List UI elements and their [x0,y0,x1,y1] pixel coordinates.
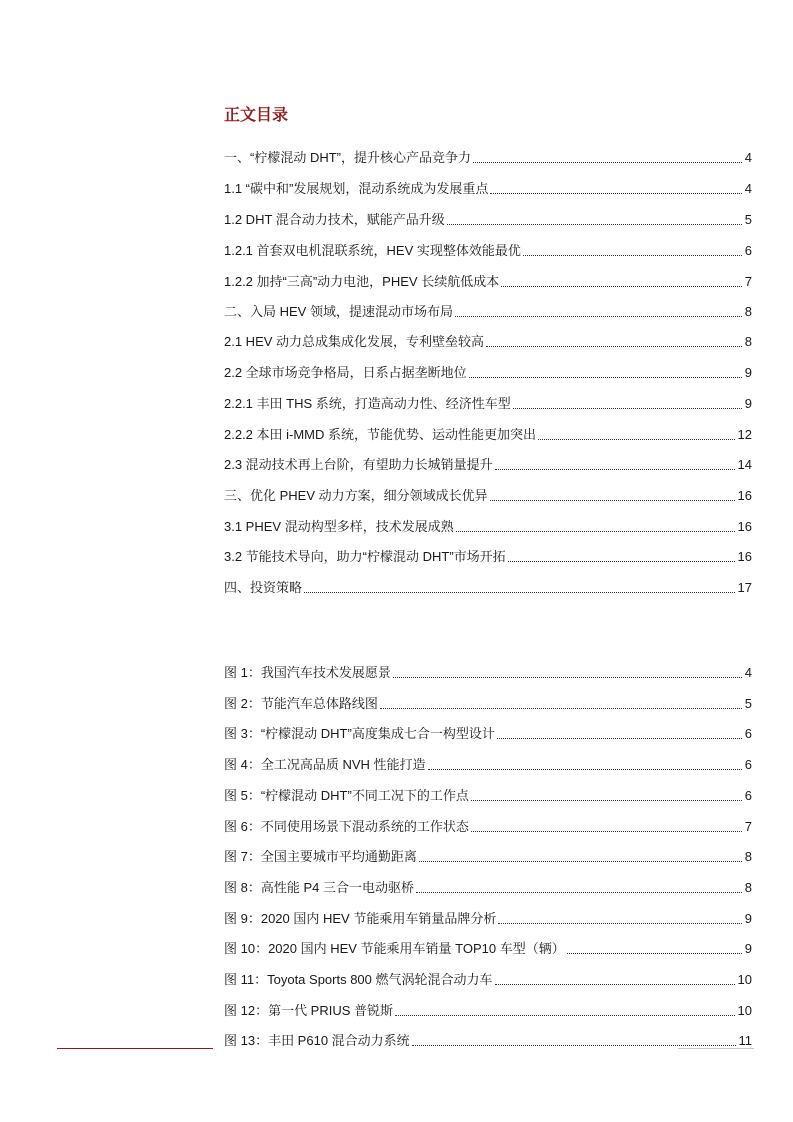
figure-entry[interactable] [224,784,752,804]
toc-entry[interactable] [224,270,752,290]
figure-entry-page: 10 [737,1003,752,1018]
dot-leader [455,315,742,317]
figure-entry[interactable] [224,692,752,712]
toc-entry[interactable] [224,576,752,596]
dot-leader [471,799,742,801]
toc-entry-title: 四、投资策略 [224,580,303,595]
dot-leader [490,499,735,501]
toc-entry-title: 1.2 DHT 混合动力技术，赋能产品升级 [224,212,445,227]
toc-entry-title: 3.2 节能技术导向，助力“柠檬混动 DHT”市场开拓 [224,549,506,564]
toc-entry-title: 三、优化 PHEV 动力方案，细分领域成长优异 [224,488,488,503]
toc-entry-page: 6 [744,243,752,258]
dot-leader [412,1044,736,1046]
dot-leader [495,468,735,470]
figure-entry[interactable] [224,876,752,896]
dot-leader [395,1014,735,1016]
dot-leader [380,707,742,709]
toc-entry-page: 17 [737,580,752,595]
figure-entry[interactable] [224,937,752,957]
dot-leader [416,891,742,893]
toc-entry[interactable] [224,330,752,350]
figure-entry-title: 图 12：第一代 PRIUS 普锐斯 [224,1003,394,1018]
figure-entry-title: 图 8：高性能 P4 三合一电动驱桥 [224,880,414,895]
toc-entry-page: 16 [737,549,752,564]
toc-entry-page: 5 [744,212,752,227]
figure-entry-title: 图 13：丰田 P610 混合动力系统 [224,1033,410,1048]
toc-entry-title: 二、入局 HEV 领域，提速混动市场布局 [224,304,453,319]
dot-leader [490,192,741,194]
dot-leader [393,676,742,678]
figure-entry[interactable] [224,661,752,681]
figure-entry-page: 5 [744,696,752,711]
toc-entry-title: 1.2.1 首套双电机混联系统，HEV 实现整体效能最优 [224,243,521,258]
toc-entry-page: 9 [744,396,752,411]
dot-leader [471,830,742,832]
toc-entry[interactable] [224,423,752,443]
dot-leader [498,922,741,924]
footer-rule-right [678,1048,754,1049]
figure-entry-title: 图 4：全工况高品质 NVH 性能打造 [224,757,426,772]
figure-entry-title: 图 3：“柠檬混动 DHT”高度集成七合一构型设计 [224,726,495,741]
dot-leader [304,591,735,593]
figure-entry-page: 7 [744,819,752,834]
figure-entry-page: 6 [744,726,752,741]
figure-entry-page: 11 [738,1033,752,1048]
figure-entry-title: 图 5：“柠檬混动 DHT”不同工况下的工作点 [224,788,469,803]
figure-entry-page: 8 [744,849,752,864]
toc-entry-title: 1.2.2 加持“三高”动力电池，PHEV 长续航低成本 [224,274,500,289]
figure-entry-title: 图 11：Toyota Sports 800 燃气涡轮混合动力车 [224,972,493,987]
figure-entry-page: 8 [744,880,752,895]
figure-entry-title: 图 9：2020 国内 HEV 节能乘用车销量品牌分析 [224,911,497,926]
figure-entry[interactable] [224,722,752,742]
dot-leader [428,768,742,770]
toc-entry-page: 16 [737,519,752,534]
toc-entry[interactable] [224,515,752,535]
toc-entry-page: 7 [744,274,752,289]
dot-leader [447,223,742,225]
toc-entry-page: 8 [744,334,752,349]
dot-leader [538,438,735,440]
toc-entry[interactable] [224,453,752,473]
toc-entry[interactable] [224,208,752,228]
toc-entry-title: 2.2.2 本田 i-MMD 系统，节能优势、运动性能更加突出 [224,427,537,442]
footer-rule-left [57,1048,213,1049]
figure-entry[interactable] [224,968,752,988]
toc-entry-title: 2.2.1 丰田 THS 系统，打造高动力性、经济性车型 [224,396,511,411]
toc-entry-title: 2.2 全球市场竞争格局，日系占据垄断地位 [224,365,467,380]
toc-entry-page: 4 [744,181,752,196]
figure-entry-page: 4 [744,665,752,680]
dot-leader [473,161,742,163]
toc-entry[interactable] [224,545,752,565]
dot-leader [523,254,742,256]
figure-entry-title: 图 2：节能汽车总体路线图 [224,696,378,711]
toc-entry[interactable] [224,239,752,259]
toc-entry-title: 一、“柠檬混动 DHT”，提升核心产品竞争力 [224,150,471,165]
figure-entry[interactable] [224,999,752,1019]
toc-entry-title: 2.1 HEV 动力总成集成化发展，专利壁垒较高 [224,334,485,349]
toc-entry[interactable] [224,146,752,166]
figure-entry-title: 图 1：我国汽车技术发展愿景 [224,665,391,680]
toc-entry-page: 14 [737,457,752,472]
toc-entry-page: 8 [744,304,752,319]
toc-entry-page: 4 [744,150,752,165]
figure-entry-page: 9 [744,911,752,926]
dot-leader [456,530,735,532]
dot-leader [501,285,742,287]
figure-entry-page: 9 [744,941,752,956]
figure-entry-page: 10 [737,972,752,987]
dot-leader [497,737,742,739]
toc-entry-title: 3.1 PHEV 混动构型多样，技术发展成熟 [224,519,454,534]
toc-entry-page: 9 [744,365,752,380]
figure-entry-title: 图 10：2020 国内 HEV 节能乘用车销量 TOP10 车型（辆） [224,941,565,956]
figure-entry-title: 图 6：不同使用场景下混动系统的工作状态 [224,819,469,834]
figure-entry-title: 图 7：全国主要城市平均通勤距离 [224,849,417,864]
figure-entry[interactable] [224,1029,752,1049]
dot-leader [486,345,742,347]
toc-entry-title: 2.3 混动技术再上台阶，有望助力长城销量提升 [224,457,493,472]
toc-entry[interactable] [224,484,752,504]
figure-entry[interactable] [224,815,752,835]
figure-entry[interactable] [224,907,752,927]
dot-leader [495,983,735,985]
figure-entry[interactable] [224,845,752,865]
dot-leader [567,952,742,954]
dot-leader [419,860,742,862]
toc-entry-title: 1.1 “碳中和”发展规划，混动系统成为发展重点 [224,181,489,196]
figure-entry-page: 6 [744,788,752,803]
toc-entry[interactable] [224,392,752,412]
figure-entry-page: 6 [744,757,752,772]
dot-leader [469,376,742,378]
toc-entry[interactable] [224,177,752,197]
toc-entry-page: 16 [737,488,752,503]
toc-entry-page: 12 [737,427,752,442]
dot-leader [513,407,742,409]
figure-entry[interactable] [224,753,752,773]
dot-leader [508,560,735,562]
toc-entry[interactable] [224,300,752,320]
toc-entry[interactable] [224,361,752,381]
toc-heading: 正文目录 [224,107,289,124]
